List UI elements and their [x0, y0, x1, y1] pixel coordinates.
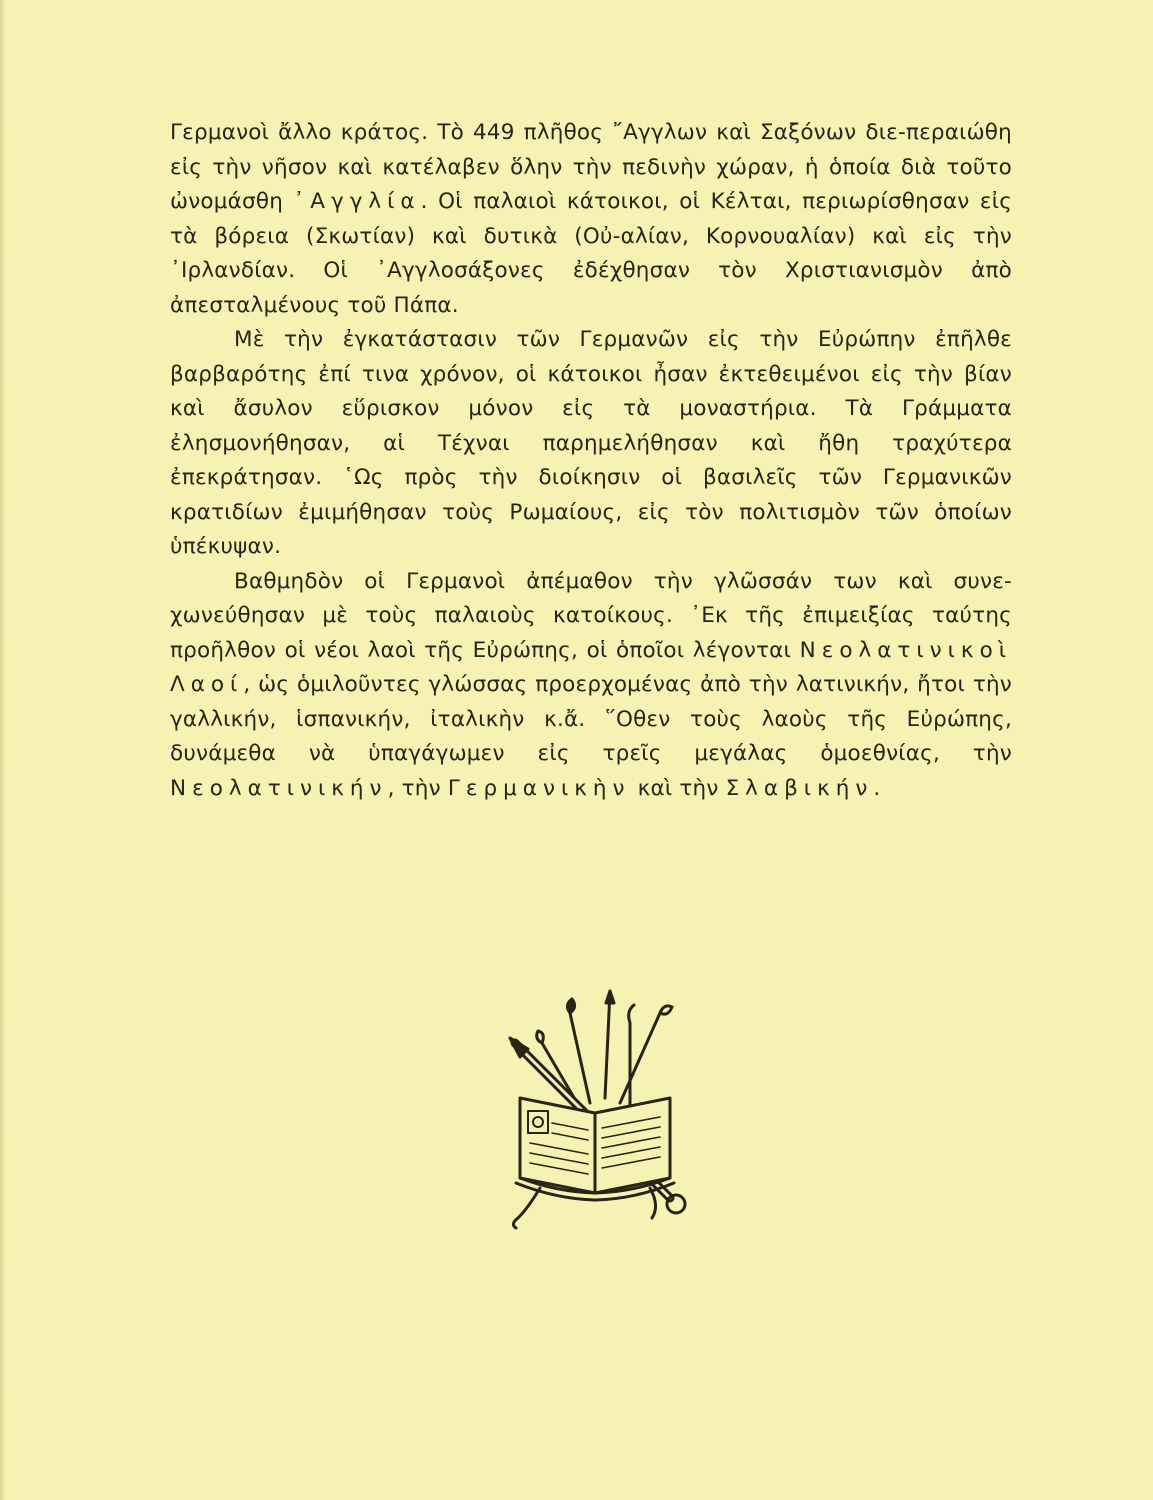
paragraph-3 [170, 565, 1012, 807]
paragraph-1-text-cont: . Οἱ παλαιοὶ κάτοικοι, οἱ Κέλται, περιωρίσθησαν εἰς τὰ βόρεια (Σκωτίαν) καὶ δυτικὰ (Οὐ-αλίαν, Κορνουαλίαν) καὶ εἰς τὴν ᾿Ιρλανδίαν. Οἱ ᾿Αγγλοσάξονες ἐδέχθησαν τὸν Χριστιανισμὸν ἀπὸ ἀπεσταλμένους τοῦ Πάπα. [170, 189, 1013, 318]
spaced-term-slavic: Σλαβικήν [725, 775, 874, 801]
paragraph-3-text-cont: , ὡς ὁμιλοῦντες γλώσσας προερχομένας ἀπὸ τὴν λατινικήν, ἤτοι τὴν γαλλικήν, ἱσπανικήν, ἰταλικὴν κ.ἄ. ῞Οθεν τοὺς λαοὺς τῆς Εὐρώπης, δυνάμεθα νὰ ὑπαγάγωμεν εἰς τρεῖς μεγάλας ὁμοεθνίας, τὴν [170, 672, 1012, 766]
paragraph-2 [170, 323, 1012, 565]
paragraph-3-and: καὶ τὴν [630, 775, 726, 801]
spaced-term-neolatin-peoples: Νεολατινικοὶ Λαοί [170, 637, 1012, 697]
spaced-term-germanic: Γερμανικὴν [447, 775, 631, 801]
paragraph-3-comma: , τὴν [387, 775, 448, 801]
paragraph-3-end: . [873, 775, 881, 801]
page-edge [0, 0, 6, 1500]
paragraph-1-text: Γερμανοὶ ἄλλο κράτος. Τὸ 449 πλῆθος ῎Αγγλων καὶ Σαξόνων διε-περαιώθη εἰς τὴν νῆσον καὶ κατέλαβεν ὅλην τὴν πεδινὴν χώραν, ἡ ὁποία διὰ τοῦτο ὠνομάσθη [170, 120, 1012, 214]
spaced-term-neolatin: Νεολατινικήν [170, 775, 388, 801]
paragraph-3-text: Βαθμηδὸν οἱ Γερμανοὶ ἀπέμαθον τὴν γλῶσσάν των καὶ συνε-χωνεύθησαν μὲ τοὺς παλαιοὺς κατοίκους. ᾿Εκ τῆς ἐπιμειξίας ταύτης προῆλθον οἱ νέοι λαοὶ τῆς Εὐρώπης, οἱ ὁποῖοι λέγονται [170, 568, 1012, 663]
paragraph-1 [170, 116, 1012, 323]
spaced-term-anglia: ᾿Αγγλία [293, 189, 421, 214]
body-text [170, 116, 1012, 806]
book-sword-pens-ornament-icon [480, 983, 710, 1233]
paragraph-2-text: Μὲ τὴν ἐγκατάστασιν τῶν Γερμανῶν εἰς τὴν Εὐρώπην ἐπῆλθε βαρβαρότης ἐπί τινα χρόνον, οἱ κάτοικοι ἦσαν ἐκτεθειμένοι εἰς τὴν βίαν καὶ ἄσυλον εὕρισκον μόνον εἰς τὰ μοναστήρια. Τὰ Γράμματα ἐλησμονήθησαν, αἱ Τέχναι παρημελήθησαν καὶ ἤθη τραχύτερα ἐπεκράτησαν. ῾Ως πρὸς τὴν διοίκησιν οἱ βασιλεῖς τῶν Γερμανικῶν κρατιδίων ἐμιμήθησαν τοὺς Ρωμαίους, εἰς τὸν πολιτισμὸν τῶν ὁποίων ὑπέκυψαν. [170, 327, 1012, 559]
